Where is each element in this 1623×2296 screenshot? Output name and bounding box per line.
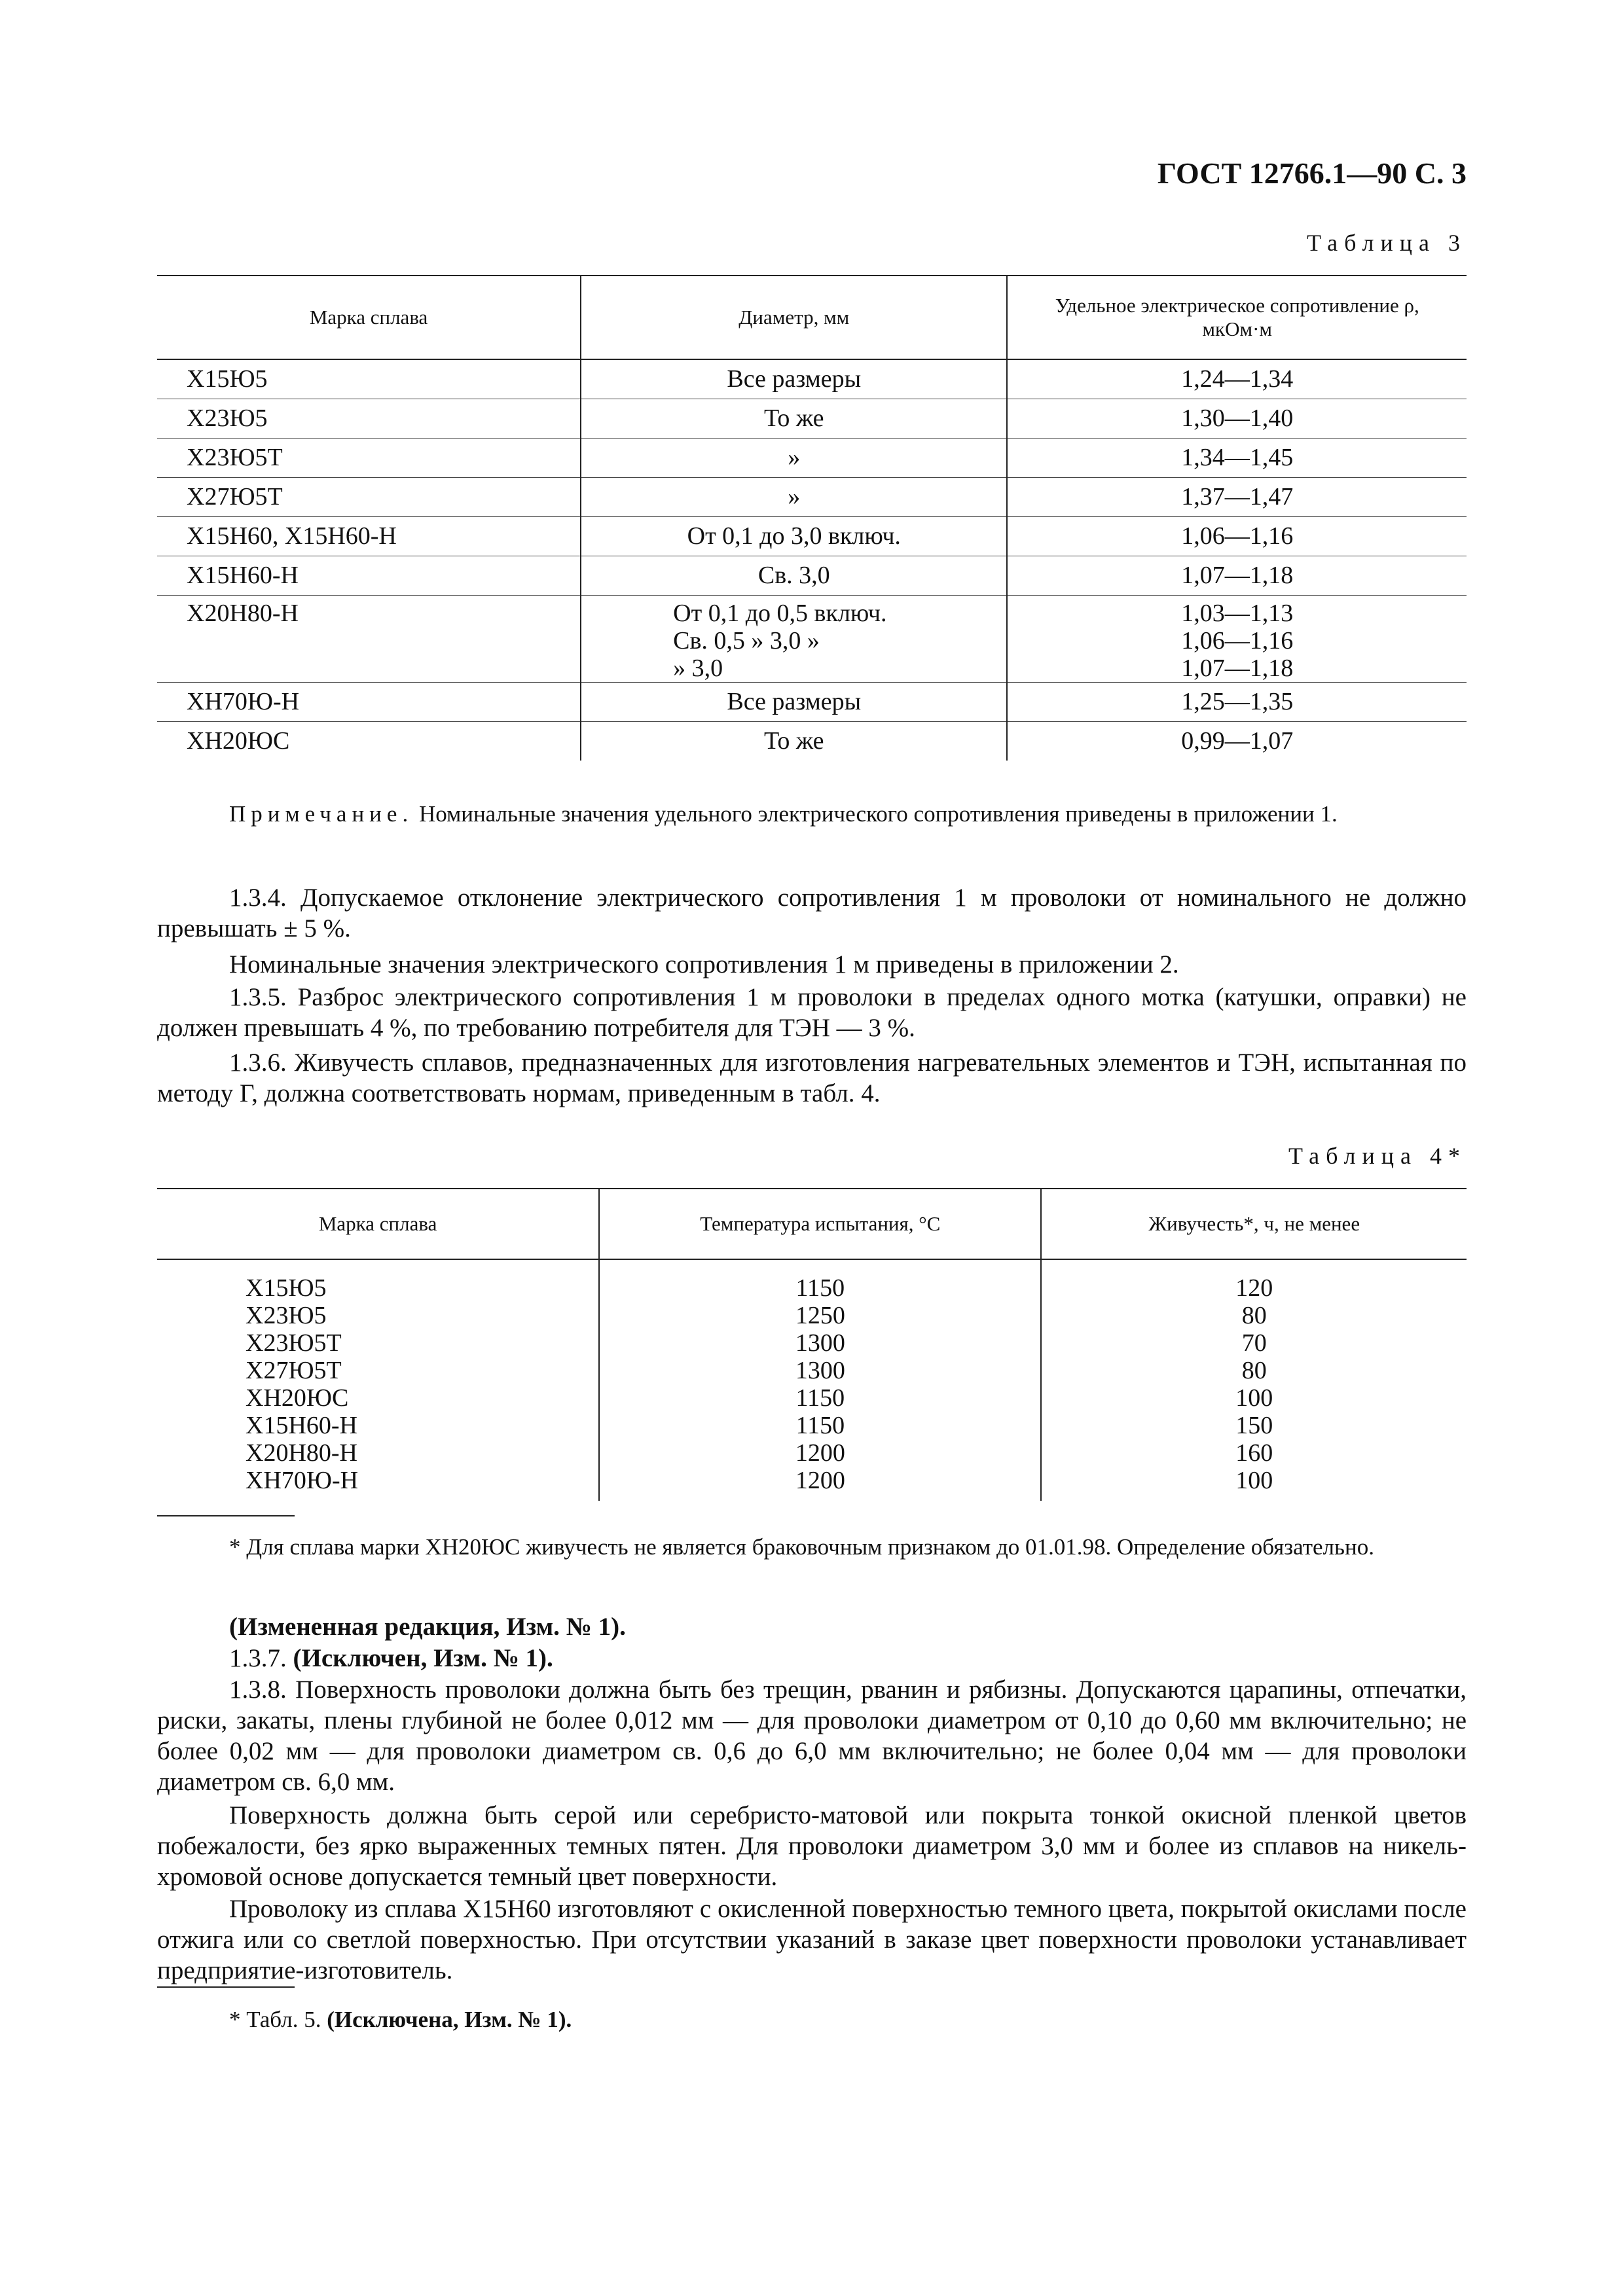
para-1-3-7: [157, 1643, 1467, 1674]
table4-alloy: Х23Ю5: [246, 1302, 327, 1329]
para-1-3-7-number: 1.3.7.: [229, 1644, 293, 1672]
table4-temperature: 1200: [795, 1439, 845, 1467]
table4-header-alloy: Марка сплава: [318, 1212, 437, 1235]
table3-cell-alloy: Х20Н80-Н: [157, 595, 581, 682]
resistance-line: 1,03—1,13: [1181, 599, 1294, 627]
diameter-line: Св. 0,5 » 3,0 »: [673, 626, 820, 655]
table3-cell-resistance: [1007, 595, 1467, 682]
diameter-line: Св. 3,0: [757, 562, 830, 589]
para-1-3-8: 1.3.8. Поверхность проволоки должна быть без трещин, рванин и рябизны. Допускаются царапины, отпечатки, риски, закаты, плены глубиной не более 0,012 мм — для проволоки диаметром от 0,10 до 0,60 мм включительно; не более 0,02 мм — для проволоки диаметром св. 0,6 до 6,0 мм включительно; не более 0,04 мм — для проволоки диаметром св. 6,0 мм.: [157, 1676, 1467, 1796]
resistance-line: 1,25—1,35: [1181, 688, 1294, 715]
table3-cell-diameter: [581, 516, 1007, 556]
note-label: Примечание.: [229, 801, 414, 827]
resistance-line: 1,34—1,45: [1181, 444, 1294, 471]
table3-row: [157, 477, 1467, 516]
table3-row: [157, 595, 1467, 682]
table4-life: 100: [1235, 1467, 1273, 1494]
table3-cell-resistance: [1007, 682, 1467, 721]
table4-temperature: 1300: [795, 1357, 845, 1384]
para-1-3-4: 1.3.4. Допускаемое отклонение электрического сопротивления 1 м проволоки от номинального не должно превышать ± 5 %.: [157, 884, 1467, 942]
table3-header-alloy: Марка сплава: [309, 306, 428, 329]
table3-row: [157, 399, 1467, 438]
table4-life: 160: [1235, 1439, 1273, 1467]
footnote-rule-2: [157, 1986, 295, 1988]
diameter-line: Все размеры: [727, 365, 862, 393]
table4-temperature: 1250: [795, 1302, 845, 1329]
table4-life: 150: [1235, 1412, 1273, 1439]
table4-temperature: 1150: [795, 1384, 845, 1412]
footnote-rule: [157, 1515, 295, 1516]
resistance-line: 1,30—1,40: [1181, 404, 1294, 432]
table3-row: [157, 516, 1467, 556]
table3-cell-diameter: [581, 359, 1007, 399]
table3-header-diameter: Диаметр, мм: [581, 276, 1007, 359]
table4-header-life: Живучесть*, ч, не менее: [1041, 1189, 1467, 1259]
diameter-line: »: [788, 483, 801, 511]
table4-alloy: Х23Ю5Т: [246, 1329, 342, 1357]
table4-temperature-column: [599, 1259, 1041, 1501]
table3-cell-diameter: [581, 438, 1007, 477]
table4-alloy: Х15Ю5: [246, 1274, 327, 1302]
resistance-line: 1,37—1,47: [1181, 483, 1294, 511]
table3-row: [157, 359, 1467, 399]
table3-cell-diameter: [581, 682, 1007, 721]
table4-alloy: Х27Ю5Т: [246, 1357, 342, 1384]
table4-life: 120: [1235, 1274, 1273, 1302]
footnote-2: [157, 2004, 1467, 2035]
table4-life: 70: [1241, 1329, 1267, 1357]
table3-cell-diameter: [581, 721, 1007, 761]
resistance-line: 1,07—1,18: [1181, 654, 1294, 682]
resistance-line: 1,06—1,16: [1181, 522, 1294, 550]
table4-temperature: 1200: [795, 1467, 845, 1494]
table3-cell-resistance: [1007, 721, 1467, 761]
table3-header-resistance: Удельное электрическое сопротивление ρ, мкОм·м: [1007, 276, 1467, 359]
table3-cell-diameter: [581, 477, 1007, 516]
para-1-3-5: 1.3.5. Разброс электрического сопротивления 1 м проволоки в пределах одного мотка (катушки, оправки) не должен превышать 4 %, по требованию потребителя для ТЭН — 3 %.: [157, 983, 1467, 1042]
table3-cell-resistance: [1007, 516, 1467, 556]
footnote-2-excluded: (Исключена, Изм. № 1).: [327, 2007, 572, 2032]
table3-row: [157, 438, 1467, 477]
table4-life: 100: [1235, 1384, 1273, 1412]
table3-cell-alloy: Х23Ю5Т: [157, 438, 581, 477]
table4-caption: Таблица 4*: [1288, 1143, 1467, 1169]
para-1-3-7-excluded: (Исключен, Изм. № 1).: [293, 1644, 553, 1672]
resistance-line: 1,24—1,34: [1181, 365, 1294, 393]
table3-cell-diameter: [581, 556, 1007, 595]
table3-note: [157, 798, 1467, 829]
table4-temperature: 1150: [795, 1412, 845, 1439]
table4-alloy-column: [157, 1259, 599, 1501]
table4-life: 80: [1241, 1302, 1267, 1329]
diameter-line: От 0,1 до 0,5 включ.: [673, 599, 887, 627]
para-1-3-4-nominal: Номинальные значения электрического сопротивления 1 м приведены в приложении 2.: [229, 950, 1179, 978]
table3-cell-alloy: Х27Ю5Т: [157, 477, 581, 516]
resistance-line: 1,07—1,18: [1181, 562, 1294, 589]
table3-row: [157, 721, 1467, 761]
table4-alloy: ХН20ЮС: [246, 1384, 349, 1412]
diameter-line: » 3,0: [673, 654, 723, 682]
diameter-line: То же: [764, 404, 824, 432]
resistance-line: 0,99—1,07: [1181, 727, 1294, 755]
para-surface: Поверхность должна быть серой или серебристо-матовой или покрыта тонкой окисной пленкой цветов побежалости, без ярко выраженных темных пятен. Для проволоки диаметром 3,0 мм и более из сплавов на никель-хромовой основе допускается темный цвет поверхности.: [157, 1801, 1467, 1891]
diameter-line: То же: [764, 727, 824, 755]
table4-alloy: ХН70Ю-Н: [246, 1467, 359, 1494]
table4-life-column: [1041, 1259, 1467, 1501]
table-3: [157, 275, 1467, 761]
table3-cell-alloy: ХН20ЮС: [187, 727, 290, 755]
table4-temperature: 1150: [795, 1274, 845, 1302]
table-4: [157, 1188, 1467, 1501]
table3-cell-resistance: [1007, 556, 1467, 595]
diameter-line: »: [788, 444, 801, 471]
table4-alloy: Х20Н80-Н: [246, 1439, 357, 1467]
table4-temperature: 1300: [795, 1329, 845, 1357]
table3-row: [157, 682, 1467, 721]
para-x15n60: Проволоку из сплава Х15Н60 изготовляют с окисленной поверхностью темного цвета, покрытой окислами после отжига или со светлой поверхностью. При отсутствии указаний в заказе цвет поверхности проволоки устанавливает предприятие-изготовитель.: [157, 1895, 1467, 1984]
resistance-line: 1,06—1,16: [1181, 626, 1294, 655]
edited-note: (Измененная редакция, Изм. № 1).: [229, 1613, 626, 1641]
table4-life: 80: [1241, 1357, 1267, 1384]
table3-cell-resistance: [1007, 399, 1467, 438]
footnote-2-prefix: * Табл. 5.: [229, 2007, 327, 2032]
table3-cell-alloy: Х15Н60-Н: [157, 556, 581, 595]
table3-cell-diameter: [581, 399, 1007, 438]
page-header: ГОСТ 12766.1—90 С. 3: [1157, 156, 1467, 190]
table3-cell-alloy: Х15Н60, Х15Н60-Н: [157, 516, 581, 556]
table3-cell-alloy: Х15Ю5: [157, 359, 581, 399]
table3-cell-resistance: [1007, 359, 1467, 399]
diameter-line: От 0,1 до 3,0 включ.: [687, 522, 901, 550]
table4-header-temperature: Температура испытания, °С: [599, 1189, 1041, 1259]
footnote-1: * Для сплава марки ХН20ЮС живучесть не является браковочным признаком до 01.01.98. Определение обязательно.: [229, 1534, 1374, 1560]
note-text: Номинальные значения удельного электрического сопротивления приведены в приложении 1.: [413, 801, 1338, 827]
table4-alloy: Х15Н60-Н: [246, 1412, 357, 1439]
table3-cell-alloy: ХН70Ю-Н: [157, 682, 581, 721]
table3-cell-alloy: Х23Ю5: [157, 399, 581, 438]
table3-cell-diameter: [581, 595, 1007, 682]
para-1-3-6: 1.3.6. Живучесть сплавов, предназначенных для изготовления нагревательных элементов и ТЭН, испытанная по методу Г, должна соответствовать нормам, приведенным в табл. 4.: [157, 1049, 1467, 1107]
diameter-line: Все размеры: [727, 688, 862, 715]
table3-row: [157, 556, 1467, 595]
table3-cell-resistance: [1007, 477, 1467, 516]
table3-caption: Таблица 3: [1307, 230, 1467, 256]
table3-cell-resistance: [1007, 438, 1467, 477]
